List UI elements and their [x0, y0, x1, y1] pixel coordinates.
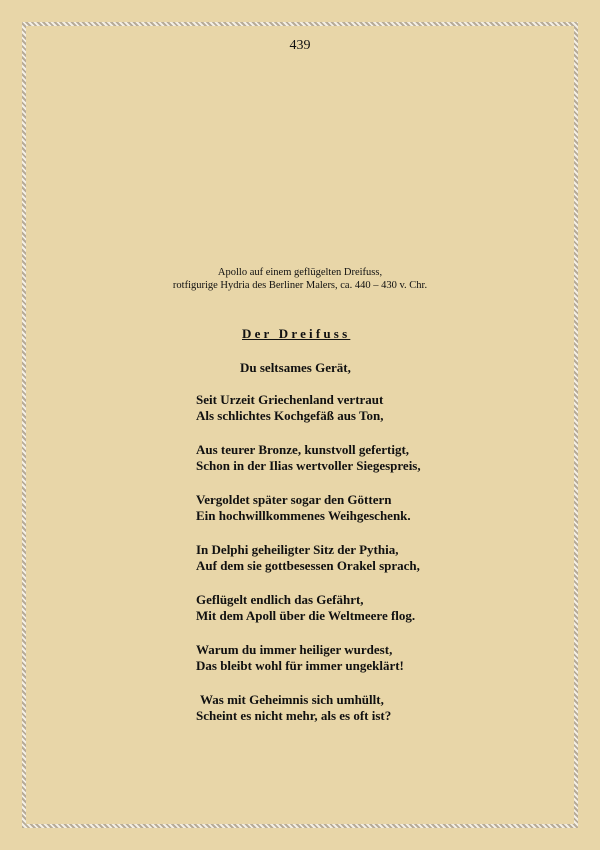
caption-line-2: rotfigurige Hydria des Berliner Malers, ca. 440 – 430 v. Chr.	[172, 280, 428, 291]
poem-title: Der Dreifuss	[242, 326, 351, 341]
poem-line: In Delphi geheiligter Sitz der Pythia,	[196, 542, 399, 557]
poem-opening-line: Du seltsames Gerät,	[240, 360, 351, 375]
poem-stanza	[196, 442, 421, 474]
page-number: 439	[289, 38, 311, 53]
poem-opening-stanza	[196, 360, 421, 376]
poem-stanza	[196, 592, 421, 624]
poem-stanza	[196, 542, 421, 574]
image-caption	[0, 266, 600, 292]
poem-stanza	[196, 492, 421, 524]
poem-line: Schon in der Ilias wertvoller Siegespreis,	[196, 458, 421, 473]
poem-line: Mit dem Apoll über die Weltmeere flog.	[196, 608, 416, 623]
poem-line: Vergoldet später sogar den Göttern	[196, 492, 392, 507]
poem-line: Geflügelt endlich das Gefährt,	[196, 592, 364, 607]
poem-line: Scheint es nicht mehr, als es oft ist?	[196, 708, 392, 723]
poem-line: Ein hochwillkommenes Weihgeschenk.	[196, 508, 411, 523]
poem-stanza	[196, 392, 421, 424]
poem-line: Als schlichtes Kochgefäß aus Ton,	[196, 408, 384, 423]
poem-line: Aus teurer Bronze, kunstvoll gefertigt,	[196, 442, 410, 457]
poem-body	[196, 360, 421, 742]
caption-line-1: Apollo auf einem geflügelten Dreifuss,	[217, 267, 383, 278]
poem-stanza	[196, 692, 421, 724]
poem-stanza	[196, 642, 421, 674]
poem-line: Was mit Geheimnis sich umhüllt,	[200, 692, 384, 707]
poem-line: Warum du immer heiliger wurdest,	[196, 642, 393, 657]
poem-line: Auf dem sie gottbesessen Orakel sprach,	[196, 558, 420, 573]
poem-line: Seit Urzeit Griechenland vertraut	[196, 392, 384, 407]
poem-line: Das bleibt wohl für immer ungeklärt!	[196, 658, 404, 673]
